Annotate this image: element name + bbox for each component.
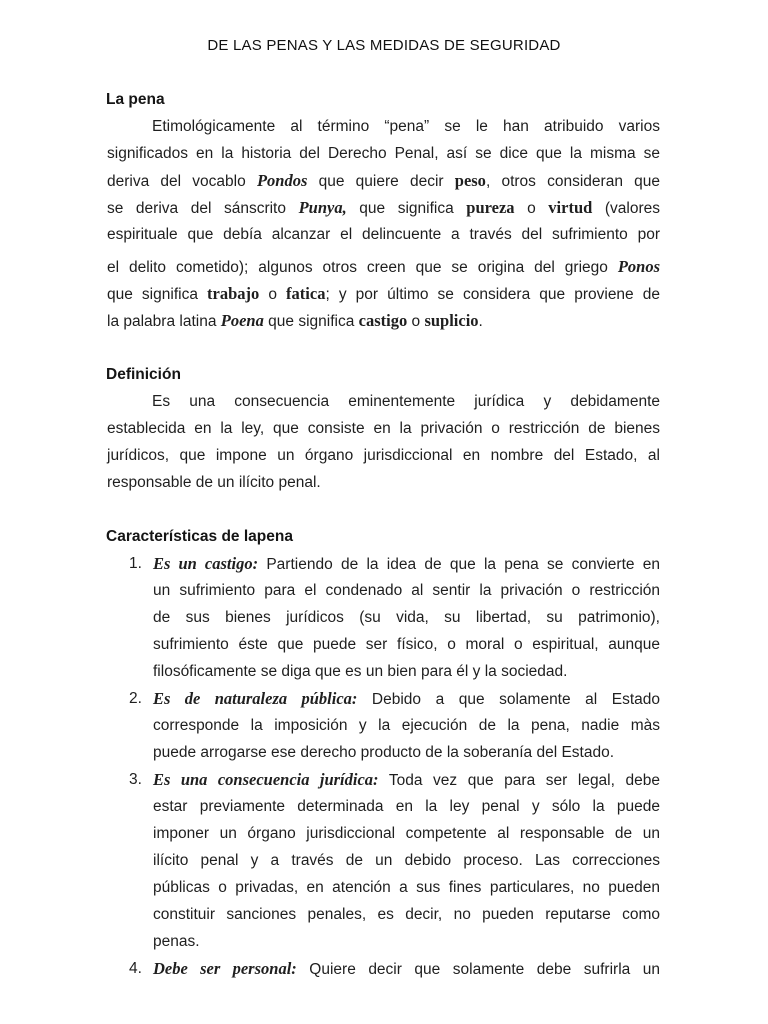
text-line	[153, 847, 660, 874]
text-run: jurídicos, que impone un órgano jurisdiccional en nombre del Estado, al	[107, 447, 660, 464]
list-item-number: 2.	[129, 690, 142, 707]
list-item-number: 1.	[129, 555, 142, 572]
bold-term: peso	[454, 171, 486, 190]
text-run: imponer un órgano jurisdiccional competente al responsable de un	[153, 825, 660, 842]
text-run: puede arrogarse ese derecho producto de la soberanía del Estado.	[153, 744, 615, 761]
text-line	[153, 604, 660, 631]
list-item-number: 3.	[129, 771, 142, 788]
text-line	[107, 140, 660, 167]
text-run: Etimológicamente al término “pena” se le han atribuido varios	[152, 118, 660, 135]
bold-term: virtud	[548, 198, 593, 217]
text-line	[107, 415, 660, 442]
emphasis-term: Ponos	[617, 257, 660, 276]
text-run: ilícito penal y a través de un debido proceso. Las correcciones	[153, 852, 660, 869]
text-run: que significa	[346, 200, 467, 217]
text-line	[153, 793, 660, 820]
text-run: o	[259, 286, 287, 303]
text-run: o	[407, 313, 425, 330]
text-run: un sufrimiento para el condenado al sentir la privación o restricción	[153, 582, 660, 599]
text-line	[153, 685, 660, 712]
text-run: espirituale que debía alcanzar el delincuente a través del sufrimiento por	[107, 226, 660, 243]
text-run: Quiere decir que solamente debe sufrirla un	[296, 961, 661, 978]
text-run: responsable de un ilícito penal.	[107, 474, 321, 491]
bold-term: suplicio	[424, 311, 479, 330]
text-line	[107, 221, 660, 248]
text-run: Es una consecuencia eminentemente jurídica y debidamente	[152, 393, 660, 410]
text-run: establecida en la ley, que consiste en la privación o restricción de bienes	[107, 420, 660, 437]
text-run: (valores	[592, 200, 661, 217]
text-line	[153, 955, 660, 982]
text-run: ; y por último se considera que proviene de	[325, 286, 660, 303]
text-run: el delito cometido); algunos otros creen que se origina del griego	[107, 259, 618, 276]
text-run: filosóficamente se diga que es un bien para él y la sociedad.	[153, 663, 568, 680]
section-heading-definicion: Definición	[106, 366, 181, 383]
bold-term: trabajo	[207, 284, 260, 303]
list-item	[129, 550, 661, 685]
list-item	[129, 955, 661, 982]
section-heading-caracteristicas: Características de lapena	[106, 528, 293, 545]
spacer	[0, 59, 768, 86]
emphasis-term: Pondos	[256, 171, 308, 190]
emphasis-term: Poena	[220, 311, 264, 330]
text-run: Debido a que solamente al Estado	[357, 691, 660, 708]
text-run: que significa	[263, 313, 359, 330]
text-line	[107, 469, 660, 496]
list-item	[129, 766, 660, 955]
text-run: Partiendo de la idea de que la pena se convierte en	[258, 556, 661, 573]
text-run: corresponde la imposición y la ejecución de la pena, nadie màs	[153, 717, 660, 734]
bold-term: pureza	[466, 198, 515, 217]
text-run: Toda vez que para ser legal, debe	[378, 772, 660, 789]
text-run: deriva del vocablo	[107, 173, 257, 190]
text-line	[153, 739, 660, 766]
text-run: sufrimiento éste que puede ser físico, o moral o espiritual, aunque	[153, 636, 660, 653]
emphasis-term: Debe ser personal:	[153, 959, 297, 978]
spacer	[0, 496, 768, 523]
text-line	[153, 577, 660, 604]
text-line	[107, 167, 660, 194]
text-line	[107, 307, 660, 334]
text-run: que quiere decir	[307, 173, 455, 190]
text-run: se deriva del sánscrito	[107, 200, 299, 217]
text-run: constituir sanciones penales, es decir, no pueden reputarse como	[153, 906, 660, 923]
paragraph-la-pena	[107, 113, 660, 334]
text-line	[153, 658, 660, 685]
text-run: que significa	[107, 286, 208, 303]
text-line	[153, 928, 660, 955]
document-title: DE LAS PENAS Y LAS MEDIDAS DE SEGURIDAD	[207, 37, 561, 54]
text-line	[107, 442, 660, 469]
text-line	[107, 388, 660, 415]
text-line	[153, 901, 660, 928]
text-run: penas.	[153, 933, 200, 950]
text-line	[153, 631, 660, 658]
emphasis-term: Es una consecuencia jurídica:	[153, 770, 379, 789]
text-line	[153, 712, 660, 739]
text-run: o	[514, 200, 549, 217]
emphasis-term: Es de naturaleza pública:	[153, 689, 358, 708]
text-line	[107, 253, 660, 280]
text-line	[153, 820, 660, 847]
bold-term: fatica	[286, 284, 326, 303]
text-run: la palabra latina	[107, 313, 221, 330]
text-run: significados en la historia del Derecho Penal, así se dice que la misma se	[107, 145, 660, 162]
text-run: , otros consideran que	[485, 173, 661, 190]
emphasis-term: Es un castigo:	[153, 554, 259, 573]
text-line	[153, 550, 660, 577]
section-heading-la-pena: La pena	[106, 91, 165, 108]
list-item	[129, 685, 660, 766]
list-item-number: 4.	[129, 960, 142, 977]
text-line	[153, 766, 660, 793]
paragraph-definicion	[107, 388, 660, 496]
characteristics-list	[0, 550, 768, 982]
spacer	[0, 334, 768, 361]
text-run: de sus bienes jurídicos (su vida, su libertad, su patrimonio),	[153, 609, 660, 626]
emphasis-term: Punya,	[298, 198, 347, 217]
text-run: públicas o privadas, en atención a sus fines particulares, no pueden	[153, 879, 660, 896]
text-line	[107, 280, 660, 307]
text-line	[107, 113, 660, 140]
bold-term: castigo	[358, 311, 408, 330]
text-run: .	[478, 313, 483, 330]
text-run: estar previamente determinada en la ley penal y sólo la puede	[153, 798, 660, 815]
text-line	[107, 194, 660, 221]
text-line	[153, 874, 660, 901]
